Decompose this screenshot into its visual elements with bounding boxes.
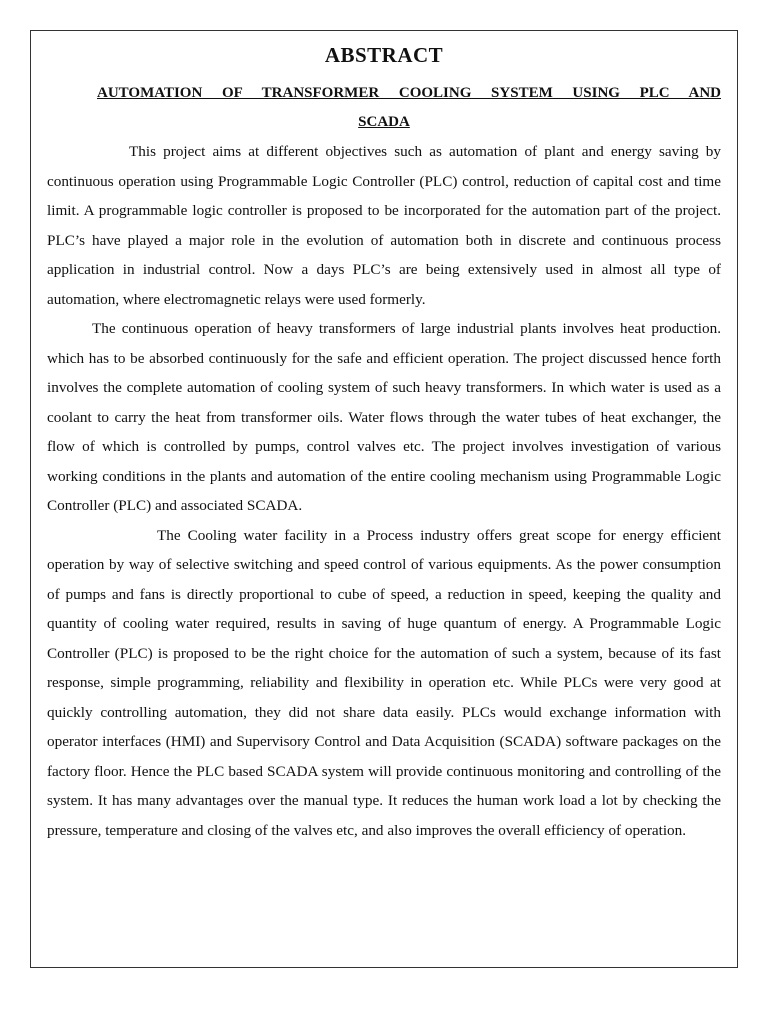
project-title-line-1: AUTOMATION OF TRANSFORMER COOLING SYSTEM USING PLC AND [97, 85, 721, 101]
abstract-paragraph-1: This project aims at different objectives such as automation of plant and energy saving by continuous operation using Programmable Logic Controller (PLC) control, reduction of capital cost and time limit. A programmable logic controller is proposed to be incorporated for the automation part of the project. PLC’s have played a major role in the evolution of automation both in discrete and continuous process application in industrial control. Now a days PLC’s are being extensively used in almost all type of automation, where electromagnetic relays were used formerly. [47, 143, 721, 308]
abstract-paragraph-3: The Cooling water facility in a Process industry offers great scope for energy efficient operation by way of selective switching and speed control of various equipments. As the power consumption of pumps and fans is directly proportional to cube of speed, a reduction in speed, keeping the quality and quantity of cooling water required, results in saving of huge quantum of energy. A Programmable Logic Controller (PLC) is proposed to be the right choice for the automation of such a system, because of its fast response, simple programming, reliability and flexibility in operation etc. While PLCs were very good at quickly controlling automation, they did not share data easily. PLCs would exchange information with operator interfaces (HMI) and Supervisory Control and Data Acquisition (SCADA) software packages on the factory floor. Hence the PLC based SCADA system will provide continuous monitoring and controlling of the system. It has many advantages over the manual type. It reduces the human work load a lot by checking the pressure, temperature and closing of the valves etc, and also improves the overall efficiency of operation. [47, 526, 721, 839]
abstract-heading: ABSTRACT [324, 43, 444, 67]
abstract-paragraph-2: The continuous operation of heavy transformers of large industrial plants involves heat production. which has to be absorbed continuously for the safe and efficient operation. The project discussed hence forth involves the complete automation of cooling system of such heavy transformers. In which water is used as a coolant to carry the heat from transformer oils. Water flows through the water tubes of heat exchanger, the flow of which is controlled by pumps, control valves etc. The project involves investigation of various working conditions in the plants and automation of the entire cooling mechanism using Programmable Logic Controller (PLC) and associated SCADA. [47, 320, 721, 514]
abstract-body [47, 137, 721, 845]
project-title-line-2: SCADA [358, 114, 410, 130]
project-title [47, 79, 721, 137]
